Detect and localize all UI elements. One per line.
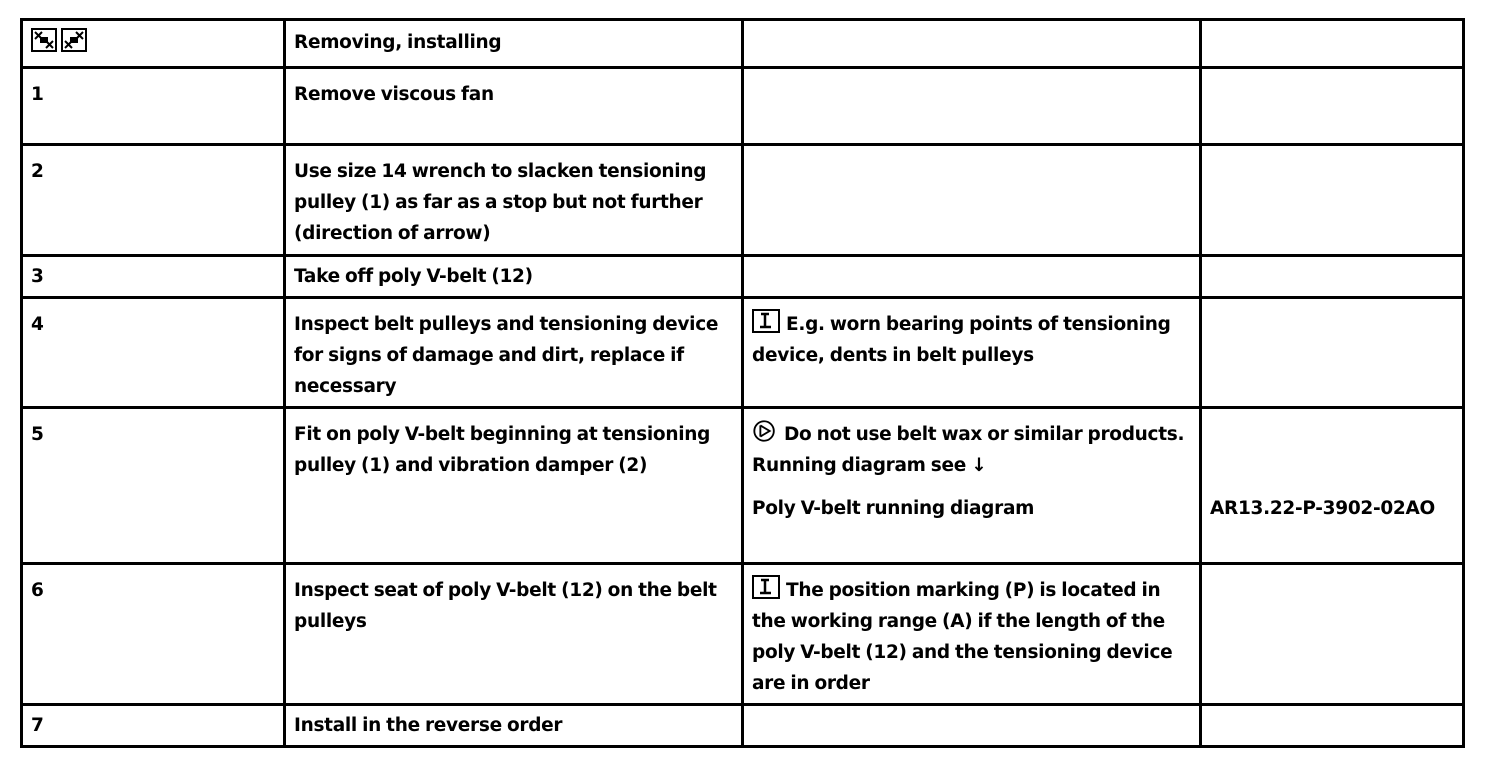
note-cell — [743, 256, 1201, 298]
reference-cell — [1201, 145, 1464, 256]
table-header-row — [22, 20, 1464, 68]
note-cell — [743, 145, 1201, 256]
step-text: Install in the reverse order — [285, 705, 743, 747]
install-remove-icon — [31, 28, 57, 52]
note-text: The position marking (P) is located in the working range (A) if the length of the poly V-belt (12) and the tensioning device are in order — [752, 580, 1173, 694]
step-number: 1 — [22, 68, 285, 145]
table-row — [22, 298, 1464, 408]
step-text: Inspect seat of poly V-belt (12) on the belt pulleys — [285, 564, 743, 705]
reference-cell — [1201, 68, 1464, 145]
header-icons-cell — [22, 20, 285, 68]
procedure-table — [20, 18, 1465, 748]
note-cell — [743, 298, 1201, 408]
diagram-link-label[interactable]: Poly V-belt running diagram — [752, 498, 1035, 519]
step-text: Fit on poly V-belt beginning at tensioning pulley (1) and vibration damper (2) — [285, 408, 743, 564]
step-number: 2 — [22, 145, 285, 256]
caution-icon — [752, 419, 778, 443]
step-number: 6 — [22, 564, 285, 705]
table-row — [22, 68, 1464, 145]
note-cell — [743, 705, 1201, 747]
note-cell — [743, 408, 1201, 564]
header-empty-cell — [743, 20, 1201, 68]
table-row — [22, 705, 1464, 747]
info-icon — [752, 575, 780, 599]
step-number: 4 — [22, 298, 285, 408]
step-number: 3 — [22, 256, 285, 298]
note-text: Do not use belt wax or similar products. Running diagram see ↓ — [752, 424, 1185, 476]
reference-cell — [1201, 705, 1464, 747]
step-number: 5 — [22, 408, 285, 564]
reference-cell — [1201, 564, 1464, 705]
note-text: E.g. worn bearing points of tensioning device, dents in belt pulleys — [752, 314, 1171, 366]
note-cell — [743, 68, 1201, 145]
step-text: Remove viscous fan — [285, 68, 743, 145]
info-icon — [752, 309, 780, 333]
step-text: Take off poly V-belt (12) — [285, 256, 743, 298]
header-empty-cell — [1201, 20, 1464, 68]
reference-cell — [1201, 408, 1464, 564]
step-text: Use size 14 wrench to slacken tensioning pulley (1) as far as a stop but not further (direction of arrow) — [285, 145, 743, 256]
table-row — [22, 256, 1464, 298]
table-row — [22, 408, 1464, 564]
note-cell — [743, 564, 1201, 705]
step-number: 7 — [22, 705, 285, 747]
table-row — [22, 564, 1464, 705]
reference-cell — [1201, 256, 1464, 298]
table-row — [22, 145, 1464, 256]
step-text: Inspect belt pulleys and tensioning device for signs of damage and dirt, replace if necessary — [285, 298, 743, 408]
diagram-reference-code[interactable]: AR13.22-P-3902-02AO — [1210, 498, 1435, 519]
reference-cell — [1201, 298, 1464, 408]
install-remove-icon — [61, 28, 87, 52]
header-title: Removing, installing — [285, 20, 743, 68]
